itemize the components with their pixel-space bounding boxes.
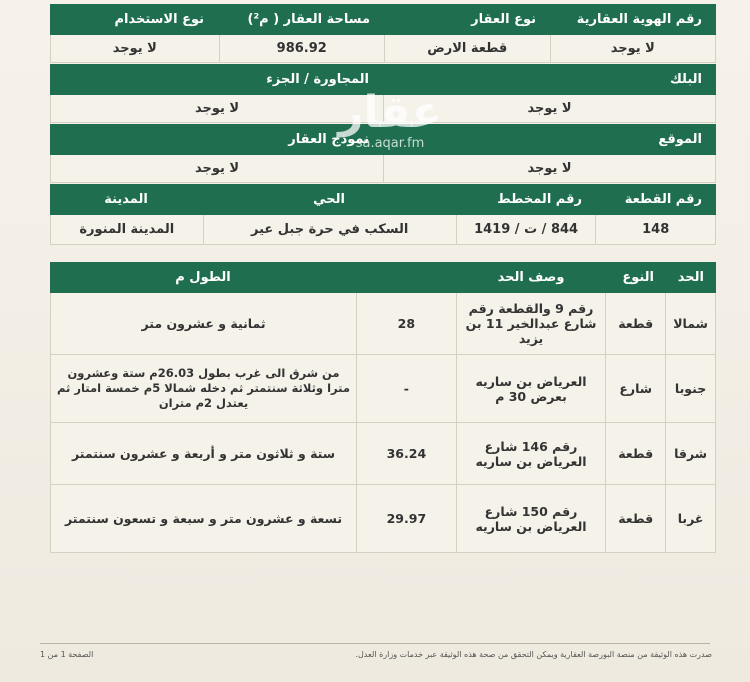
row-description: رقم 9 والقطعة رقم شارع عبدالخير 11 بن يزيد bbox=[456, 293, 606, 354]
header-location: الموقع bbox=[658, 132, 702, 147]
property-info-values bbox=[50, 35, 716, 63]
row-direction: شمالا bbox=[665, 293, 715, 354]
block-header bbox=[50, 64, 716, 95]
header-property-type: نوع العقار bbox=[471, 12, 536, 27]
footer-note: صدرت هذه الوثيقة من منصة البورصة العقارية ويمكن التحقق من صحة هذه الوثيقة عبر خدمات وزارة العدل. bbox=[355, 650, 712, 659]
row-type: شارع bbox=[605, 355, 665, 422]
boundary-row-east bbox=[50, 423, 716, 485]
row-length: 28 bbox=[356, 293, 456, 354]
header-neighborhood-part: المجاورة / الجزء bbox=[266, 72, 369, 87]
footer-divider bbox=[40, 643, 710, 644]
row-length-text: ستة و ثلاثون متر و أربعة و عشرون سنتمتر bbox=[71, 446, 336, 461]
boundary-row-north bbox=[50, 293, 716, 355]
row-direction: جنوبا bbox=[665, 355, 715, 422]
header-plan-number: رقم المخطط bbox=[497, 192, 582, 207]
location-header bbox=[50, 124, 716, 155]
watermark-logo-text: عقار bbox=[338, 87, 442, 138]
value-plot-number: 148 bbox=[595, 215, 715, 244]
value-location: لا يوجد bbox=[383, 155, 715, 182]
header-property-id: رقم الهوية العقارية bbox=[576, 12, 702, 27]
boundary-row-south bbox=[50, 355, 716, 423]
row-length: 36.24 bbox=[356, 423, 456, 484]
property-info-table bbox=[50, 4, 716, 63]
row-length-text: من شرق الى غرب بطول 26.03م ستة وعشرون مترا وثلاثة سنتمتر ثم دخله شمالا 5م خمسة امتار ثم يعتدل 2م متران bbox=[57, 366, 350, 410]
boundaries-table bbox=[50, 262, 716, 553]
row-length-text: تسعة و عشرون متر و سبعة و تسعون سنتمتر bbox=[65, 511, 343, 526]
row-length-text: ثمانية و عشرون متر bbox=[141, 316, 266, 331]
row-description: رقم 146 شارع العرياض بن ساريه bbox=[456, 423, 606, 484]
header-block: البلك bbox=[669, 72, 702, 87]
row-type: قطعة bbox=[605, 485, 665, 552]
value-property-type: قطعة الارض bbox=[384, 35, 550, 62]
property-info-header bbox=[50, 4, 716, 35]
boundary-row-west bbox=[50, 485, 716, 553]
header-property-model: نموذج العقار bbox=[288, 132, 369, 147]
header-district: الحي bbox=[313, 192, 345, 207]
header-description: وصف الحد bbox=[497, 270, 565, 285]
location-table bbox=[50, 124, 716, 183]
value-neighborhood-part: لا يوجد bbox=[194, 101, 240, 116]
header-usage-type: نوع الاستخدام bbox=[114, 12, 204, 27]
row-type: قطعة bbox=[605, 293, 665, 354]
block-table bbox=[50, 64, 716, 123]
block-values bbox=[50, 95, 716, 123]
plot-values bbox=[50, 215, 716, 245]
value-property-id: لا يوجد bbox=[550, 35, 716, 62]
row-length: 29.97 bbox=[356, 485, 456, 552]
row-description: رقم 150 شارع العرياض بن ساريه bbox=[456, 485, 606, 552]
value-block: لا يوجد bbox=[383, 95, 715, 122]
header-type: النوع bbox=[622, 270, 654, 285]
value-property-area: 986.92 bbox=[219, 35, 385, 62]
header-boundary: الحد bbox=[677, 270, 704, 285]
value-city: المدينة المنورة bbox=[79, 222, 175, 237]
location-values bbox=[50, 155, 716, 183]
row-direction: شرقا bbox=[665, 423, 715, 484]
plot-table bbox=[50, 184, 716, 245]
header-city: المدينة bbox=[104, 192, 148, 207]
watermark-url: sa.aqar.fm bbox=[355, 136, 425, 151]
value-usage-type: لا يوجد bbox=[112, 41, 157, 56]
value-plan-number: 844 / ت / 1419 bbox=[456, 215, 596, 244]
row-type: قطعة bbox=[605, 423, 665, 484]
row-direction: غربا bbox=[665, 485, 715, 552]
plot-header bbox=[50, 184, 716, 215]
row-length: - bbox=[356, 355, 456, 422]
header-spacer bbox=[356, 262, 456, 293]
header-plot-number: رقم القطعة bbox=[624, 192, 702, 207]
footer-page-number: الصفحة 1 من 1 bbox=[40, 650, 94, 659]
header-length: الطول م bbox=[175, 270, 231, 285]
boundaries-header bbox=[50, 262, 716, 293]
value-district: السكب في حرة جبل عير bbox=[203, 215, 456, 244]
header-property-area: مساحة العقار ( م²) bbox=[247, 12, 370, 27]
value-property-model: لا يوجد bbox=[194, 161, 240, 176]
row-description: العرياض بن ساريه بعرض 30 م bbox=[456, 355, 606, 422]
